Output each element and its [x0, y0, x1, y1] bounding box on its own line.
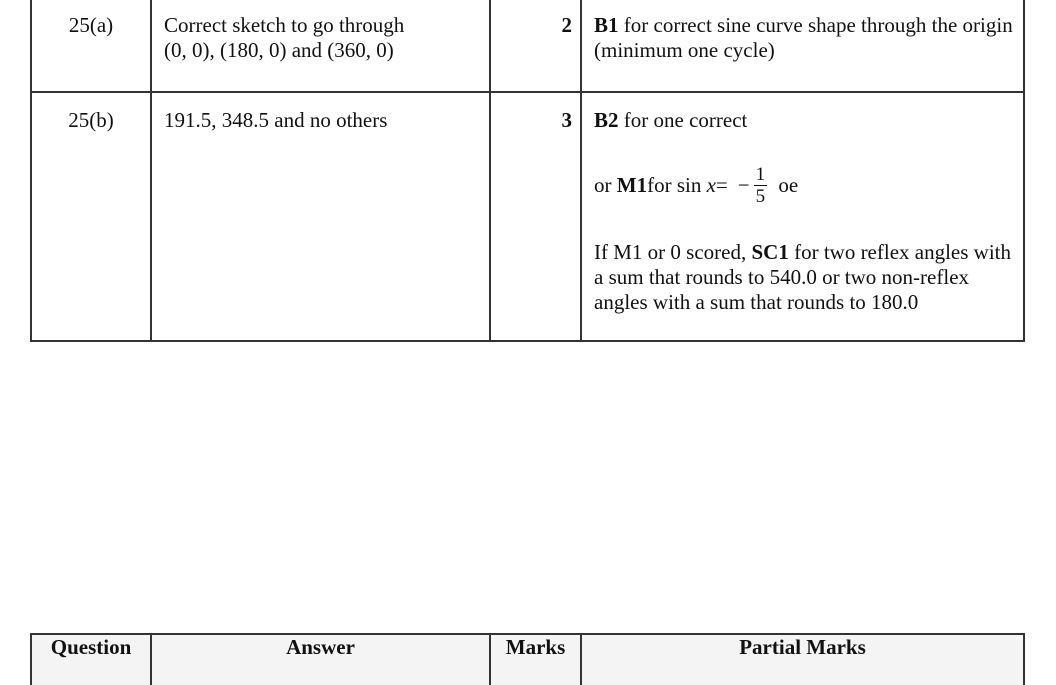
fraction-numerator: 1: [755, 163, 766, 185]
fraction-denominator: 5: [755, 185, 766, 207]
mark-code: B1: [594, 13, 619, 37]
partial-text: for sin: [647, 172, 702, 197]
partial-marks-cell: [581, 92, 1024, 341]
question-cell: 25(b): [31, 92, 151, 341]
partial-b2: [594, 108, 1013, 133]
partial-text: for two reflex angles with a sum that rounds to 540.0 or two non-reflex angles with a sum that rounds to 180.0: [594, 240, 1012, 314]
answer-cell: 191.5, 348.5 and no others: [151, 92, 490, 341]
partial-marks-cell: [581, 0, 1024, 92]
equals-sign: =: [715, 172, 728, 197]
table-row: [31, 0, 1024, 92]
header-question: Question: [31, 634, 151, 685]
answer-line: (0, 0), (180, 0) and (360, 0): [164, 38, 394, 62]
header-answer: Answer: [151, 634, 490, 685]
answer-line: Correct sketch to go through: [164, 13, 405, 37]
header-marks: Marks: [490, 634, 581, 685]
partial-text: for one correct: [618, 108, 748, 132]
partial-sc1: [594, 240, 1013, 315]
next-page-table-header: [30, 633, 1025, 685]
header-row: [31, 634, 1024, 685]
partial-m1: [594, 160, 1013, 210]
answer-cell: [151, 0, 490, 92]
partial-text: for correct sine curve shape through the origin (minimum one cycle): [594, 13, 1013, 62]
fraction: [754, 164, 768, 207]
mark-code: M1: [616, 172, 648, 197]
partial-text: If M1 or 0 scored,: [594, 240, 752, 264]
minus-sign: −: [737, 172, 750, 197]
variable-x: x: [706, 172, 716, 197]
mark-scheme-table: [30, 0, 1025, 342]
mark-code: B2: [594, 108, 619, 132]
header-partial-marks: Partial Marks: [581, 634, 1024, 685]
partial-text: or: [594, 172, 612, 197]
marks-cell: 2: [490, 0, 581, 92]
partial-b1: [594, 13, 1013, 63]
marks-cell: 3: [490, 92, 581, 341]
mark-code: SC1: [751, 240, 789, 264]
question-cell: 25(a): [31, 0, 151, 92]
table-row: [31, 92, 1024, 341]
oe-text: oe: [778, 172, 799, 197]
